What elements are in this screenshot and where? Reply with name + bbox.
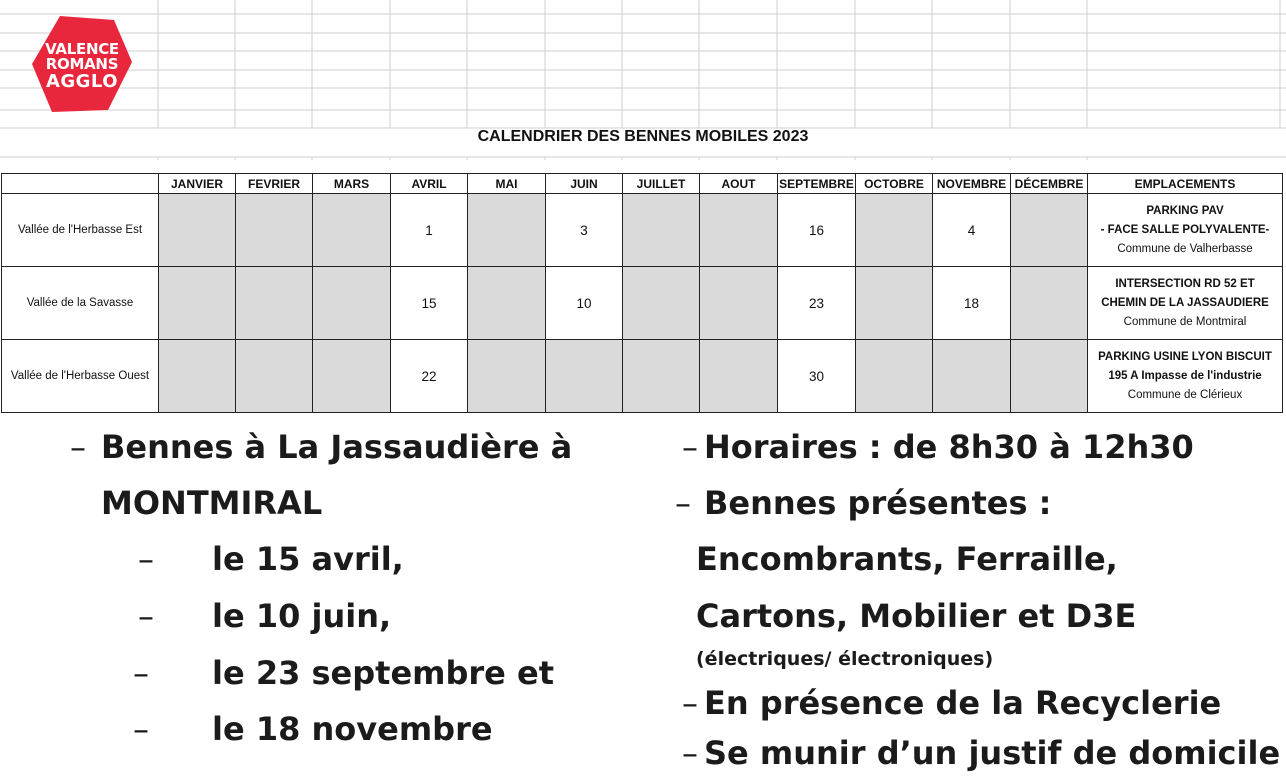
locations-header-cell: EMPLACEMENTS	[1088, 174, 1283, 194]
month-header-cell: MAI	[468, 174, 546, 194]
empty-date-cell	[1011, 194, 1088, 267]
location-line: PARKING USINE LYON BISCUIT	[1098, 350, 1272, 363]
empty-date-cell	[468, 267, 546, 340]
dash-marker: –	[675, 484, 691, 522]
empty-date-cell	[236, 194, 313, 267]
empty-date-cell	[159, 194, 236, 267]
date-item: le 23 septembre et	[212, 654, 555, 692]
jassaudiere-heading-line1: Bennes à La Jassaudière à	[101, 428, 573, 466]
zone-name-cell: Vallée de l'Herbasse Ouest	[2, 340, 159, 413]
month-header-row	[2, 174, 1283, 194]
month-header-cell: AVRIL	[391, 174, 468, 194]
location-line: Commune de Montmiral	[1123, 315, 1247, 328]
empty-date-cell	[313, 340, 391, 413]
date-item: le 18 novembre	[212, 710, 493, 748]
month-header-cell: AOUT	[700, 174, 778, 194]
location-line: PARKING PAV	[1146, 204, 1224, 217]
month-header-cell: OCTOBRE	[856, 174, 933, 194]
bins-list-line2: Cartons, Mobilier et D3E	[696, 597, 1137, 635]
dash-marker: –	[133, 710, 149, 748]
date-cell: 30	[778, 340, 856, 413]
empty-date-cell	[933, 340, 1011, 413]
empty-date-cell	[468, 340, 546, 413]
dash-marker: –	[70, 428, 86, 466]
calendar-table	[1, 173, 1283, 413]
dash-marker: –	[133, 654, 149, 692]
location-line: 195 A Impasse de l'industrie	[1108, 369, 1262, 382]
zone-name-cell: Vallée de la Savasse	[2, 267, 159, 340]
date-cell: 15	[391, 267, 468, 340]
empty-date-cell	[468, 194, 546, 267]
empty-date-cell	[856, 194, 933, 267]
date-cell: 3	[546, 194, 623, 267]
valence-romans-agglo-logo	[30, 12, 134, 116]
recyclerie-text: En présence de la Recyclerie	[704, 684, 1222, 722]
location-cell	[1088, 194, 1283, 267]
location-line: - FACE SALLE POLYVALENTE-	[1100, 223, 1270, 236]
location-cell	[1088, 340, 1283, 413]
month-header-cell: NOVEMBRE	[933, 174, 1011, 194]
date-item: le 10 juin,	[212, 597, 392, 635]
month-header-cell: FEVRIER	[236, 174, 313, 194]
hours-text: Horaires : de 8h30 à 12h30	[704, 428, 1194, 466]
calendar-row	[2, 194, 1283, 267]
date-item: le 15 avril,	[212, 540, 404, 578]
calendar-title: CALENDRIER DES BENNES MOBILES 2023	[477, 128, 809, 145]
empty-date-cell	[313, 267, 391, 340]
empty-date-cell	[700, 194, 778, 267]
empty-date-cell	[159, 340, 236, 413]
empty-date-cell	[1011, 340, 1088, 413]
date-cell: 4	[933, 194, 1011, 267]
jassaudiere-heading-line2: MONTMIRAL	[101, 484, 323, 522]
location-line: Commune de Clérieux	[1127, 388, 1243, 401]
location-cell	[1088, 267, 1283, 340]
dash-marker: –	[138, 597, 154, 635]
empty-date-cell	[623, 194, 700, 267]
month-header-cell: DÉCEMBRE	[1011, 174, 1088, 194]
empty-date-cell	[546, 340, 623, 413]
month-header-cell: JANVIER	[159, 174, 236, 194]
location-line: INTERSECTION RD 52 ET	[1115, 277, 1255, 290]
calendar-row	[2, 340, 1283, 413]
empty-date-cell	[700, 340, 778, 413]
zone-name-cell: Vallée de l'Herbasse Est	[2, 194, 159, 267]
month-header-cell: JUIN	[546, 174, 623, 194]
dash-marker: –	[682, 734, 698, 772]
logo-line-3: AGGLO	[45, 71, 119, 92]
logo-line-2: ROMANS	[45, 55, 119, 73]
month-header-cell: MARS	[313, 174, 391, 194]
date-cell: 16	[778, 194, 856, 267]
date-cell: 10	[546, 267, 623, 340]
empty-date-cell	[313, 194, 391, 267]
empty-date-cell	[1011, 267, 1088, 340]
empty-date-cell	[856, 340, 933, 413]
dash-marker: –	[138, 540, 154, 578]
empty-date-cell	[236, 267, 313, 340]
month-header-cell: SEPTEMBRE	[778, 174, 856, 194]
date-cell: 18	[933, 267, 1011, 340]
bins-note: (électriques/ électroniques)	[696, 648, 994, 670]
bins-heading: Bennes présentes :	[704, 484, 1052, 522]
empty-date-cell	[700, 267, 778, 340]
logo-line-1: VALENCE	[45, 40, 119, 58]
dash-marker: –	[682, 684, 698, 722]
location-line: Commune de Valherbasse	[1117, 242, 1253, 255]
empty-date-cell	[856, 267, 933, 340]
location-line: CHEMIN DE LA JASSAUDIERE	[1101, 296, 1269, 309]
month-header-cell: JUILLET	[623, 174, 700, 194]
corner-cell	[2, 174, 159, 194]
proof-of-address-text: Se munir d’un justif de domicile	[704, 734, 1281, 772]
date-cell: 23	[778, 267, 856, 340]
date-cell: 1	[391, 194, 468, 267]
bins-list-line1: Encombrants, Ferraille,	[696, 540, 1118, 578]
empty-date-cell	[159, 267, 236, 340]
dash-marker: –	[682, 428, 698, 466]
calendar-row	[2, 267, 1283, 340]
empty-date-cell	[623, 267, 700, 340]
date-cell: 22	[391, 340, 468, 413]
empty-date-cell	[623, 340, 700, 413]
empty-date-cell	[236, 340, 313, 413]
